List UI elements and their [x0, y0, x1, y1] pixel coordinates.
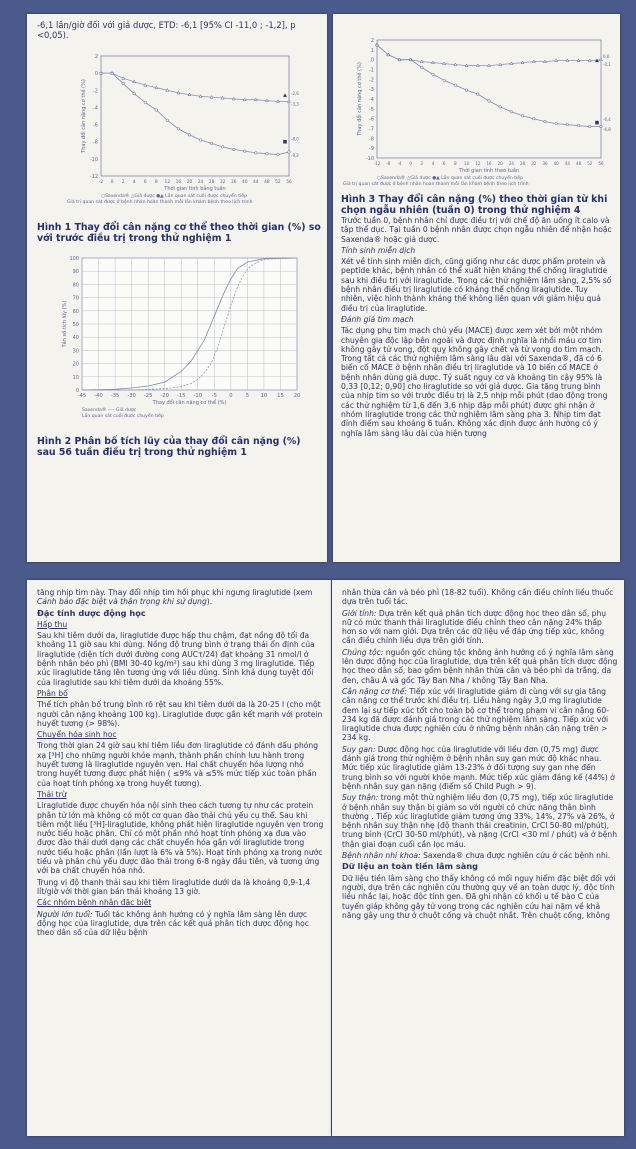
x-tick-label: 4 — [431, 161, 435, 166]
data-point-saxenda — [499, 106, 502, 109]
x-tick-label: 32 — [219, 180, 226, 185]
x-tick-label: -45 — [77, 393, 87, 399]
p3-para-bio: Trong thời gian 24 giờ sau khi tiêm liều đơn liraglutide có đánh dấu phóng xạ [³H] cho những người khỏe mạnh, thành phần chính lưu hành trong huyết tương là liraglutide nguyên vẹn. Hai chất chuyển hóa lượng nhỏ trong huyết tương được phát hiện ( ≤9% và ≤5% mức tiếp xúc toàn phần của hoạt tính phóng xạ trong huyết tương). — [37, 741, 319, 788]
p4-para-safety: Dữ liệu tiền lâm sàng cho thấy không có mối nguy hiểm đặc biệt đối với người, dựa trên các nghiên cứu thường quy về an toàn dược lý, độc tính liều nhắc lại, hoặc độc tính gen. Đã ghi nhận có khối u tế bào C của tuyến giáp không gây tử vong trong các nghiên cứu hai năm về khả năng gây ung thư ở chuột cống và chuột nhắt. Trên chuột cống, không — [342, 873, 616, 920]
chart-note: Giá trị quan sát được ở bệnh nhân hoàn thành mỗi lần khám bệnh theo lịch trình — [67, 200, 253, 205]
heading-cardio: Đánh giá tim mạch — [341, 314, 414, 324]
p4-para-ethnic — [342, 648, 618, 685]
end-value-label: -8,0 — [291, 136, 299, 142]
x-tick-label: 52 — [275, 180, 281, 185]
x-tick-label: 0 — [229, 393, 233, 399]
x-tick-label: 36 — [230, 180, 237, 185]
x-tick-label: 36 — [542, 161, 548, 166]
x-tick-label: 24 — [508, 161, 514, 166]
p4-para-hepatic — [342, 745, 618, 791]
data-point-saxenda — [432, 73, 435, 76]
data-point-saxenda — [443, 79, 446, 82]
p3-para0-a: tăng nhịp tim này. Thay đổi nhịp tim hồi phục khi ngưng liraglutide (xem — [37, 588, 313, 597]
x-tick-label: -35 — [110, 393, 120, 399]
data-point-saxenda — [589, 125, 592, 128]
figure-3-chart — [333, 20, 620, 190]
x-tick-label: -15 — [176, 393, 186, 399]
series-line-saxenda — [101, 73, 289, 155]
y-tick-label: -4 — [369, 97, 374, 103]
x-tick-label: 5 — [245, 393, 250, 399]
text-renal: trong một thử nghiệm liều đơn (0,75 mg), tiếp xúc liraglutide ở bệnh nhân suy thận bị giảm so với người có chức năng thận bình thường . Tiếp xúc liraglutide giảm tương ứng 33%, 14%, 27% và 26%, ở bệnh nhân suy thận nhẹ (độ thanh thải creatinin, CrCl 50-80 ml/phút), trung bình (CrCl 30-50 ml/phút), và nặng (CrCl <30 ml / phút) và ở bệnh thận giai đoạn cuối cần lọc máu. — [342, 793, 618, 849]
y-tick-label: -5 — [369, 106, 374, 113]
label-peds: Bệnh nhân nhi khoa: — [342, 851, 421, 861]
y-tick-label: -8 — [93, 139, 98, 146]
y-tick-label: 0 — [370, 57, 374, 64]
p1-top-text: -6,1 lần/giờ đối với giả dược, ETD: -6,1 [95% CI -11,0 ; -1,2], p <0,05). — [37, 20, 296, 40]
chart-note: Giá trị quan sát được ở bệnh nhân hoàn thành mỗi lần khám bệnh theo lịch trình — [343, 182, 529, 187]
data-point-saxenda — [454, 84, 457, 87]
x-tick-label: 28 — [208, 180, 215, 185]
p3-para-elderly — [37, 910, 325, 938]
data-point-saxenda — [243, 150, 246, 153]
y-tick-label: -10 — [89, 156, 98, 163]
end-value-label: -9,2 — [291, 152, 299, 158]
data-point-saxenda — [521, 114, 524, 117]
data-point-saxenda — [232, 148, 235, 151]
x-tick-label: 24 — [197, 180, 204, 185]
y-axis-label: Tần số tích lũy (%) — [62, 300, 68, 348]
data-point-saxenda — [199, 139, 202, 142]
y-tick-label: -3 — [369, 87, 374, 94]
y-tick-label: -12 — [89, 174, 98, 180]
x-tick-label: 52 — [587, 161, 593, 166]
data-point-saxenda — [266, 152, 269, 155]
end-value-label: -3,3 — [291, 101, 299, 107]
x-tick-label: 20 — [293, 393, 301, 399]
x-tick-label: -12 — [373, 161, 381, 166]
x-axis-label: Thay đổi cân nặng cơ thể (%) — [152, 400, 227, 406]
series-line-saxenda — [377, 45, 601, 127]
data-point-saxenda — [188, 134, 191, 137]
p4-para-weight — [342, 687, 618, 743]
x-tick-label: 32 — [531, 161, 537, 166]
p2-para1: Trước tuần 0, bệnh nhân chỉ được điều trị với chế độ ăn uống ít calo và tập thể dục. Tại tuần 0 bệnh nhân được chọn ngẫu nhiên để nhận hoặc Saxenda® hoặc giả dược. — [341, 216, 612, 244]
x-tick-label: 0 — [409, 161, 412, 166]
p3-para-abs: Sau khi tiêm dưới da, liraglutide được hấp thu chậm, đạt nồng độ tối đa khoảng 11 giờ sau khi dùng. Nồng độ trung bình ở trạng thái ổn định của liraglutide (diện tích dưới đường cong AUCτ/24) đạt khoảng 31 nmol/l ở bệnh nhân béo phì (BMI 30-40 kg/m²) sau khi dùng 3 mg liraglutide. Tiếp xúc liraglutide tăng lên tương ứng với liều dùng. Sinh khả dụng tuyệt đối của liraglutide sau khi tiêm dưới da khoảng 55%. — [37, 631, 315, 687]
plot-frame — [101, 56, 289, 176]
y-axis-label: Thay đổi cân nặng cơ thể (%) — [81, 79, 87, 153]
data-point-saxenda — [221, 146, 224, 149]
x-tick-label: 10 — [260, 393, 268, 399]
data-point-saxenda — [544, 120, 547, 123]
y-tick-label: -9 — [369, 146, 374, 153]
x-tick-label: 56 — [598, 161, 604, 166]
figure-2-chart — [27, 250, 327, 430]
y-tick-label: 70 — [72, 295, 79, 302]
data-point-saxenda — [177, 128, 180, 131]
text-elderly: Tuổi tác không ảnh hưởng có ý nghĩa lâm sàng lên dược động học của liraglutide, dựa trên các kết quả phân tích dược động học theo dân số của dữ liệu bệnh — [37, 909, 309, 938]
y-tick-label: 100 — [69, 256, 79, 262]
p3-para0 — [37, 588, 325, 607]
data-point-saxenda — [288, 151, 291, 154]
data-point-saxenda — [210, 142, 213, 145]
figure-1-chart — [27, 44, 327, 216]
y-tick-label: 80 — [72, 282, 79, 289]
data-point-saxenda — [477, 93, 480, 96]
x-tick-label: -20 — [160, 393, 169, 399]
x-tick-label: -25 — [143, 393, 153, 399]
p4-para0: nhân thừa cân và béo phì (18-82 tuổi). Không cần điều chỉnh liều thuốc dựa trên tuổi tác. — [342, 588, 614, 607]
x-axis-label: Thời gian tính bằng tuần — [164, 186, 226, 192]
y-tick-label: 1 — [370, 47, 374, 54]
p3-para0-b: ). — [206, 597, 213, 607]
chart-legend: ○Saxenda® △Giả dược ●▲ Lần quan sát cuối được chuyển tiếp — [101, 194, 248, 199]
heading-preclinical-safety: Dữ liệu an toàn tiền lâm sàng — [342, 861, 479, 872]
chart-legend: Saxenda® ---- Giả dược — [82, 408, 137, 413]
x-tick-label: -5 — [211, 393, 217, 399]
x-tick-label: -40 — [94, 393, 103, 399]
figure-1-caption: Hình 1 Thay đổi cân nặng cơ thể theo thời gian (%) so với trước điều trị trong thử nghiệm 1 — [37, 222, 321, 244]
x-tick-label: 40 — [241, 180, 248, 185]
x-tick-label: 0 — [110, 180, 114, 185]
p3-para0-link: Cảnh báo đặc biệt và thận trọng khi sử dụng — [37, 597, 207, 607]
data-point-saxenda — [155, 109, 158, 112]
p4-para-peds — [342, 851, 618, 860]
data-point-saxenda — [255, 152, 258, 155]
x-tick-label: -30 — [127, 393, 136, 399]
chart-legend: ○Saxenda® △Giả dược ●▲ Lần quan sát cuối được chuyển tiếp — [377, 176, 524, 181]
heading-elimination: Thải trừ — [37, 789, 67, 799]
y-tick-label: 0 — [94, 71, 98, 78]
x-tick-label: 12 — [475, 161, 481, 166]
page-top-left — [27, 14, 327, 562]
x-tick-label: 20 — [497, 161, 503, 166]
end-marker-saxenda — [283, 140, 287, 144]
text-hepatic: Dược động học của liraglutide với liều đơn (0,75 mg) được đánh giá trong thử nghiệm ở bệnh nhân suy gan mức độ khác nhau. Mức tiếp xúc liraglutide giảm 13-23% ở đối tượng suy gan nhẹ đến trung bình so với người khỏe mạnh. Mức tiếp xúc giảm đáng kể (44%) ở bệnh nhân suy gan nặng (điểm số Child Pugh > 9). — [342, 744, 615, 791]
x-tick-label: -8 — [386, 161, 391, 166]
p4-para-gender — [342, 609, 618, 646]
end-marker-placebo — [283, 93, 287, 97]
label-elderly: Người lớn tuổi: — [37, 909, 93, 919]
y-tick-label: -2 — [369, 77, 374, 84]
y-tick-label: -7 — [369, 126, 374, 133]
y-tick-label: 30 — [72, 348, 79, 355]
x-tick-label: 8 — [454, 161, 457, 166]
p4-para-renal — [342, 793, 618, 849]
x-tick-label: 8 — [154, 180, 158, 185]
text-ethnic: nguồn gốc chủng tộc không ảnh hưởng có ý nghĩa lâm sàng lên dược động học của liraglutide, dựa trên kết quả phân tích dược động học theo dân số, bao gồm bệnh nhân thừa cân và béo phì da trắng, da đen, châu Á và gốc Tây Ban Nha / không Tây Ban Nha. — [342, 647, 618, 685]
heading-special-populations: Các nhóm bệnh nhân đặc biệt — [37, 898, 152, 908]
label-ethnic: Chủng tộc: — [342, 647, 384, 657]
x-tick-label: 12 — [164, 180, 171, 185]
end-marker-saxenda — [595, 121, 599, 125]
x-tick-label: 48 — [576, 161, 582, 166]
y-tick-label: -1 — [369, 67, 374, 74]
page-bottom-right — [332, 580, 624, 1136]
data-point-saxenda — [577, 124, 580, 127]
y-axis-label: Thay đổi cân nặng cơ thể (%) — [357, 62, 363, 136]
text-weight: Tiếp xúc với liraglutide giảm đi cùng với sự gia tăng cân nặng cơ thể trước khi điều trị. Liều hàng ngày 3,0 mg liraglutide đem lại sự tiếp xúc tốt cho toàn bộ cơ thể trong phạm vi cân nặng 60-234 kg đã được đánh giá trong các thử nghiệm lâm sàng. Tiếp xúc với liraglutide chưa được nghiên cứu ở những bệnh nhân cân nặng trên > 234 kg. — [342, 686, 609, 743]
end-value-label: -6,8 — [603, 126, 611, 132]
data-point-saxenda — [133, 92, 136, 95]
x-tick-label: 2 — [121, 180, 125, 185]
x-tick-label: 44 — [253, 180, 259, 185]
x-tick-label: 56 — [286, 180, 292, 185]
y-tick-label: 2 — [370, 38, 374, 44]
data-point-saxenda — [166, 119, 169, 122]
data-point-saxenda — [533, 117, 536, 120]
x-tick-label: 10 — [464, 161, 470, 166]
x-tick-label: 16 — [486, 161, 492, 166]
y-tick-label: 50 — [72, 322, 79, 328]
p2-para-immuno: Xét về tính sinh miễn dịch, cũng giống như các dược phẩm protein và peptide khác, bệnh nhân có thể xuất hiện kháng thể chống liraglutide sau khi điều trị với liraglutide. Trong các thử nghiệm lâm sàng, 2,5% số bệnh nhân điều trị liraglutide có kháng thể chống liraglutide. Tuy nhiên, việc hình thành kháng thể không liên quan với giảm hiệu quả điều trị của liraglutide. — [341, 257, 612, 313]
x-tick-label: 15 — [277, 393, 284, 399]
p3-para-dist: Thể tích phân bố trung bình rõ rệt sau khi tiêm dưới da là 20-25 l (cho một người cân nặng khoảng 100 kg). Liraglutide được gắn kết mạnh với protein huyết tương (> 98%). — [37, 700, 323, 728]
data-point-saxenda — [555, 122, 558, 125]
figure-3-caption: Hình 3 Thay đổi cân nặng (%) theo thời gian từ khi chọn ngẫu nhiên (tuần 0) trong thử nghiệm 4 — [341, 194, 608, 216]
x-tick-label: -4 — [397, 161, 402, 166]
end-value-label: 0,0 — [603, 54, 610, 60]
y-tick-label: 20 — [72, 361, 79, 368]
data-point-saxenda — [566, 123, 569, 126]
y-tick-label: 2 — [94, 54, 98, 60]
p3-para-elim2: Trung vị độ thanh thải sau khi tiêm liraglutide dưới da là khoảng 0,9-1,4 lít/giờ với thời gian bán thải khoảng 13 giờ. — [37, 877, 311, 896]
y-tick-label: -6 — [369, 116, 374, 123]
text-peds: Saxenda® chưa được nghiên cứu ở các bệnh nhi. — [420, 851, 611, 861]
p2-para-cardio: Tác dụng phụ tim mạch chủ yếu (MACE) được xem xét bởi một nhóm chuyên gia độc lập bên ngoài và được định nghĩa là nhồi máu cơ tim không gây tử vong, đột quỵ không gây chết và tử vong do tim mạch. Trong tất cả các thử nghiệm lâm sàng lâu dài với Saxenda®, đã có 6 biến cố MACE ở bệnh nhân điều trị liraglutide và 10 biến cố MACE ở bệnh nhân dùng giả dược. Tỷ suất nguy cơ và khoảng tin cậy 95% là 0,33 [0,12; 0,90] cho liraglutide so với giả dược. Gia tăng trung bình của nhịp tim so với trước điều trị là 2,5 nhịp mỗi phút (dao động trong các thử nghiệm từ 1,6 đến 3,6 nhịp đập mỗi phút) được ghi nhận ở nhóm liraglutide trong các thử nghiệm lâm sàng pha 3. Nhịp tim đạt đỉnh điểm sau khoảng 6 tuần. Không xác định được ảnh hưởng có ý nghĩa lâm sàng lâu dài của hiện tượng — [341, 326, 608, 438]
series-line-placebo — [377, 45, 601, 66]
y-tick-label: -2 — [93, 88, 98, 95]
data-point-saxenda — [600, 125, 603, 128]
x-tick-label: 2 — [420, 161, 424, 166]
y-tick-label: 90 — [72, 269, 79, 276]
x-tick-label: 40 — [553, 161, 559, 166]
data-point-saxenda — [488, 100, 491, 103]
page-top-right — [333, 14, 620, 562]
x-tick-label: 48 — [264, 180, 270, 185]
x-tick-label: 4 — [132, 180, 136, 185]
heading-biotransformation: Chuyển hóa sinh học — [37, 730, 117, 740]
x-tick-label: 20 — [186, 180, 193, 185]
heading-distribution: Phân bố — [37, 688, 68, 698]
series-line-placebo — [101, 73, 289, 101]
y-tick-label: -10 — [365, 156, 374, 162]
heading-immunogenicity: Tính sinh miễn dịch — [341, 245, 416, 255]
data-point-saxenda — [277, 153, 280, 156]
label-hepatic: Suy gan: — [342, 744, 376, 754]
x-tick-label: -10 — [193, 393, 203, 399]
y-tick-label: 10 — [72, 374, 79, 381]
p3-para-elim: Liraglutide được chuyển hóa nội sinh theo cách tương tự như các protein phân tử lớn mà không có một cơ quan đào thải chủ yếu cụ thể. Sau khi tiêm một liều [³H]-liraglutide, không phát hiện liraglutide nguyên vẹn trong nước tiểu hoặc phân. Chỉ có một phần nhỏ hoạt tính phóng xạ đưa vào được đào thải dưới dạng các chất chuyển hóa gắn với liraglutide trong nước tiểu hoặc phân (lần lượt là 6% và 5%). Hoạt tính phóng xạ trong nước tiểu và phân chủ yếu được đào thải trong 6-8 ngày đầu tiên, và tương ứng với ba chất chuyển hóa nhỏ. — [37, 801, 324, 876]
x-tick-label: 6 — [442, 161, 446, 166]
y-tick-label: -4 — [93, 105, 98, 112]
label-renal: Suy thận: — [342, 793, 379, 803]
label-gender: Giới tính: — [342, 608, 377, 618]
x-tick-label: 6 — [143, 180, 147, 185]
heading-pk: Đặc tính dược động học — [37, 607, 146, 618]
end-value-label: -6,4 — [603, 117, 611, 123]
y-tick-label: -8 — [369, 136, 374, 143]
data-point-saxenda — [465, 89, 468, 92]
y-tick-label: 60 — [72, 308, 79, 315]
text-gender: Dựa trên kết quả phân tích dược động học theo dân số, phụ nữ có mức thanh thải liraglutide điều chỉnh theo cân nặng 24% thấp hơn so với nam giới. Dựa trên các dữ liệu về đáp ứng tiếp xúc, không cần điều chỉnh liều dựa trên giới tính. — [342, 608, 607, 646]
chart-note: Lần quan sát cuối được chuyển tiếp — [82, 414, 164, 419]
x-axis-label: Thời gian tính theo tuần — [458, 168, 520, 174]
label-weight: Cân nặng cơ thể: — [342, 686, 407, 696]
y-tick-label: 0 — [75, 388, 79, 394]
x-tick-label: 28 — [520, 161, 526, 166]
end-value-label: -2,6 — [291, 91, 299, 97]
x-tick-label: 16 — [175, 180, 182, 185]
end-value-label: -0,1 — [603, 62, 611, 68]
page-bottom-left — [27, 580, 331, 1136]
y-tick-label: 40 — [72, 335, 79, 342]
data-point-saxenda — [421, 66, 424, 69]
data-point-saxenda — [510, 110, 513, 113]
x-tick-label: 44 — [564, 161, 570, 166]
data-point-saxenda — [122, 82, 125, 85]
x-tick-label: -2 — [98, 180, 104, 185]
figure-2-caption: Hình 2 Phân bố tích lũy của thay đổi cân nặng (%) sau 56 tuần điều trị trong thử nghiệm 1 — [37, 436, 301, 458]
data-point-saxenda — [144, 101, 147, 104]
heading-absorption: Hấp thu — [37, 619, 68, 629]
y-tick-label: -6 — [93, 122, 98, 129]
